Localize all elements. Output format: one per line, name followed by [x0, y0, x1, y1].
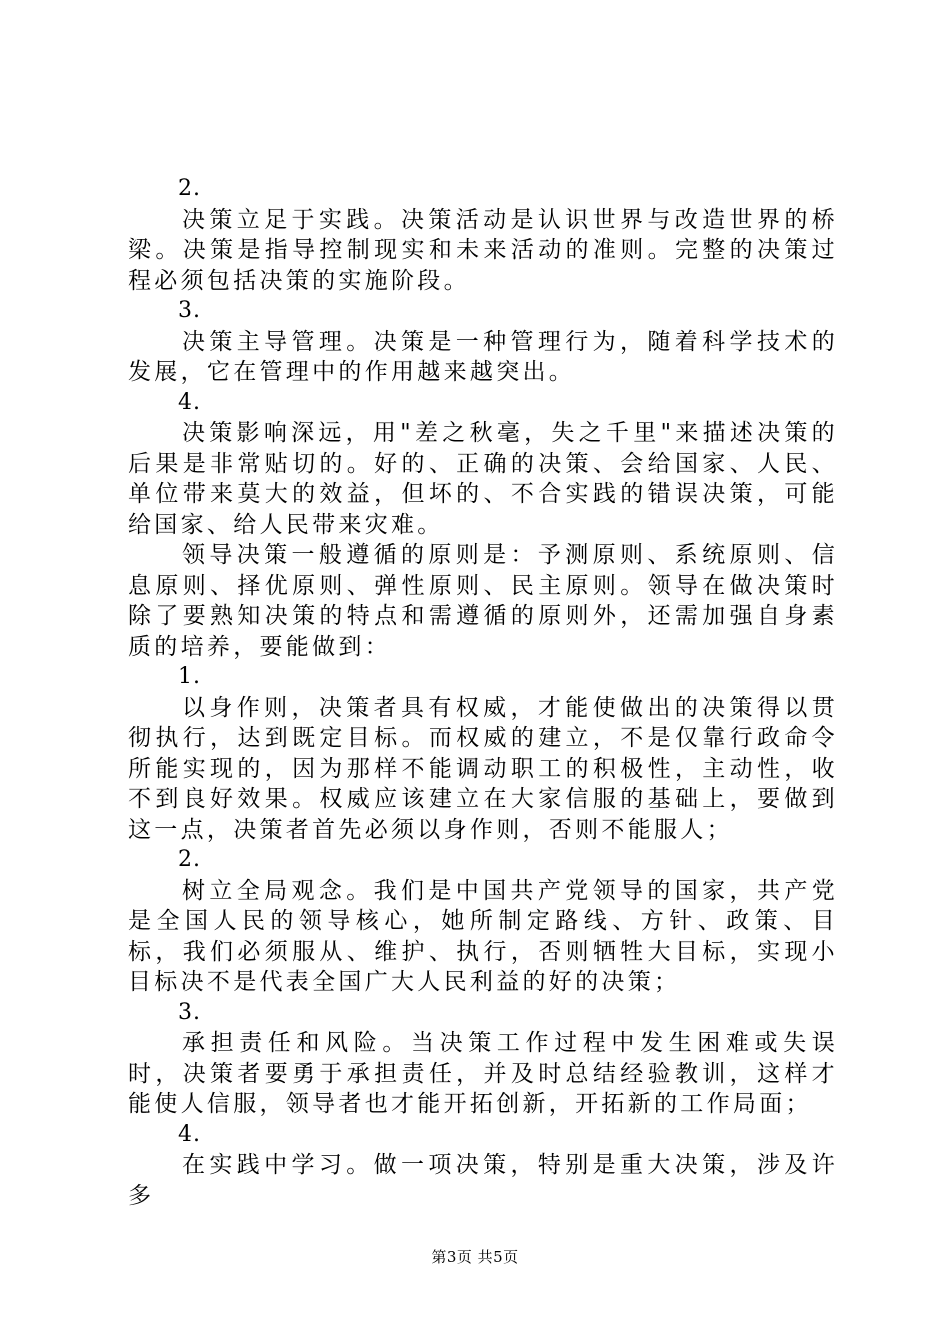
- body-paragraph: 决策影响深远，用"差之秋毫，失之千里"来描述决策的后果是非常贴切的。好的、正确的决策、会给国家、人民、单位带来莫大的效益，但坏的、不合实践的错误决策，可能给国家、给人民带来灾难。: [128, 420, 838, 538]
- list-number: 2.: [178, 847, 201, 872]
- list-number: 2.: [178, 176, 201, 201]
- body-paragraph: 决策主导管理。决策是一种管理行为，随着科学技术的发展，它在管理中的作用越来越突出。: [128, 328, 838, 385]
- list-number: 4.: [178, 389, 201, 415]
- body-paragraph: 以身作则，决策者具有权威，才能使做出的决策得以贯彻执行，达到既定目标。而权威的建立，不是仅靠行政命令所能实现的，因为那样不能调动职工的积极性，主动性，收不到良好效果。权威应该建立在大家信服的基础上，要做到这一点，决策者首先必须以身作则，否则不能服人；: [128, 694, 838, 843]
- body-paragraph: 领导决策一般遵循的原则是：予测原则、系统原则、信息原则、择优原则、弹性原则、民主原则。领导在做决策时除了要熟知决策的特点和需遵循的原则外，还需加强自身素质的培养，要能做到：: [128, 542, 838, 660]
- list-number: 4.: [178, 1121, 201, 1147]
- body-paragraph: 承担责任和风险。当决策工作过程中发生困难或失误时，决策者要勇于承担责任，并及时总结经验教训，这样才能使人信服，领导者也才能开拓创新，开拓新的工作局面；: [128, 1030, 838, 1117]
- list-number: 1.: [178, 664, 201, 689]
- body-paragraph: 决策立足于实践。决策活动是认识世界与改造世界的桥梁。决策是指导控制现实和未来活动的准则。完整的决策过程必须包括决策的实施阶段。: [128, 206, 838, 294]
- page-number-footer: 第3页 共5页: [431, 1248, 519, 1266]
- document-body: [128, 174, 838, 1211]
- body-paragraph: 树立全局观念。我们是中国共产党领导的国家，共产党是全国人民的领导核心，她所制定路线、方针、政策、目标，我们必须服从、维护、执行，否则牺牲大目标，实现小目标决不是代表全国广大人民利益的好的决策；: [128, 877, 838, 995]
- list-number: 3.: [178, 298, 201, 323]
- body-paragraph: 在实践中学习。做一项决策，特别是重大决策，涉及许多: [128, 1152, 838, 1209]
- list-number: 3.: [178, 999, 201, 1025]
